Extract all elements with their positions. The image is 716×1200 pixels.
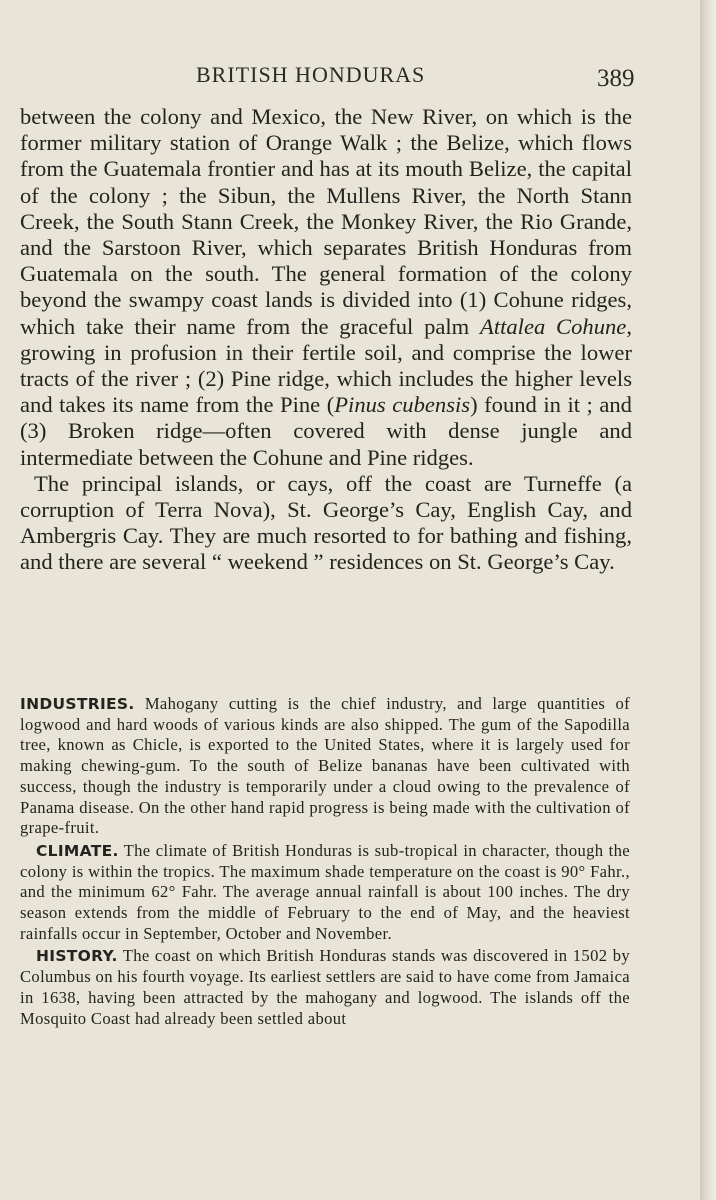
sections [20,694,630,1031]
page-header [0,62,700,92]
main-text [20,104,632,576]
section-text-history: The coast on which British Honduras stands was discovered in 1502 by Columbus on his fourth voyage. Its earliest settlers are said to have come from Jamaica in 1638, having been attracted by the mahogany and logwood. The islands off the Mosquito Coast had already been settled about [20,946,630,1028]
section-text-climate: The climate of British Honduras is sub-tropical in character, though the colony is within the tropics. The maximum shade temperature on the coast is 90° Fahr., and the minimum 62° Fahr. The average annual rainfall is about 100 inches. The dry season extends from the middle of February to the end of May, and the heaviest rainfalls occur in September, October and November. [20,840,630,943]
section-heading-history: HISTORY. [36,947,118,966]
section-history [20,946,630,1029]
paragraph-rivers [20,104,632,471]
section-climate [20,841,630,945]
running-head: BRITISH HONDURAS [196,62,426,87]
section-heading-climate: CLIMATE. [36,841,119,860]
paragraph-rivers-text-3: ) found in it ; and (3) Broken ridge—often covered with dense jungle and intermediate between the Cohune and Pine ridges. [20,392,632,470]
section-heading-industries: INDUSTRIES. [20,695,135,713]
species-name-pinus: Pinus cubensis [334,392,471,418]
species-name-attalea: Attalea Cohune [480,313,627,339]
page-edge [700,0,716,1200]
paragraph-rivers-text-1: between the colony and Mexico, the New River, on which is the former military station of Orange Walk ; the Belize, which flows from the Guatemala frontier and has at its mouth Belize, the capital of the colony ; the Sibun, the Mullens River, the North Stann Creek, the South Stann Creek, the Monkey River, the Rio Grande, and the Sarstoon River, which separates British Honduras from Guatemala on the south. The general formation of the colony beyond the swampy coast lands is divided into (1) Cohune ridges, which take their name from the graceful palm [20,104,632,339]
paragraph-islands: The principal islands, or cays, off the coast are Turneffe (a corruption of Terra Nova), St. George’s Cay, English Cay, and Ambergris Cay. They are much resorted to for bathing and fishing, and there are several “ weekend ” residences on St. George’s Cay. [20,470,632,575]
page-number: 389 [597,65,635,92]
section-text-industries: Mahogany cutting is the chief industry, and large quantities of logwood and hard woods of various kinds are also shipped. The gum of the Sapodilla tree, known as Chicle, is exported to the United States, where it is largely used for making chewing-gum. To the south of Belize bananas have been cultivated with success, though the industry is temporarily under a cloud owing to the prevalence of Panama disease. On the other hand rapid progress is being made with the cultivation of grape-fruit. [20,694,630,838]
section-industries [20,694,630,839]
paragraph-rivers-text-2: , growing in profusion in their fertile soil, and comprise the lower tracts of the river ; (2) Pine ridge, which includes the higher levels and takes its name from the Pine ( [20,313,632,418]
